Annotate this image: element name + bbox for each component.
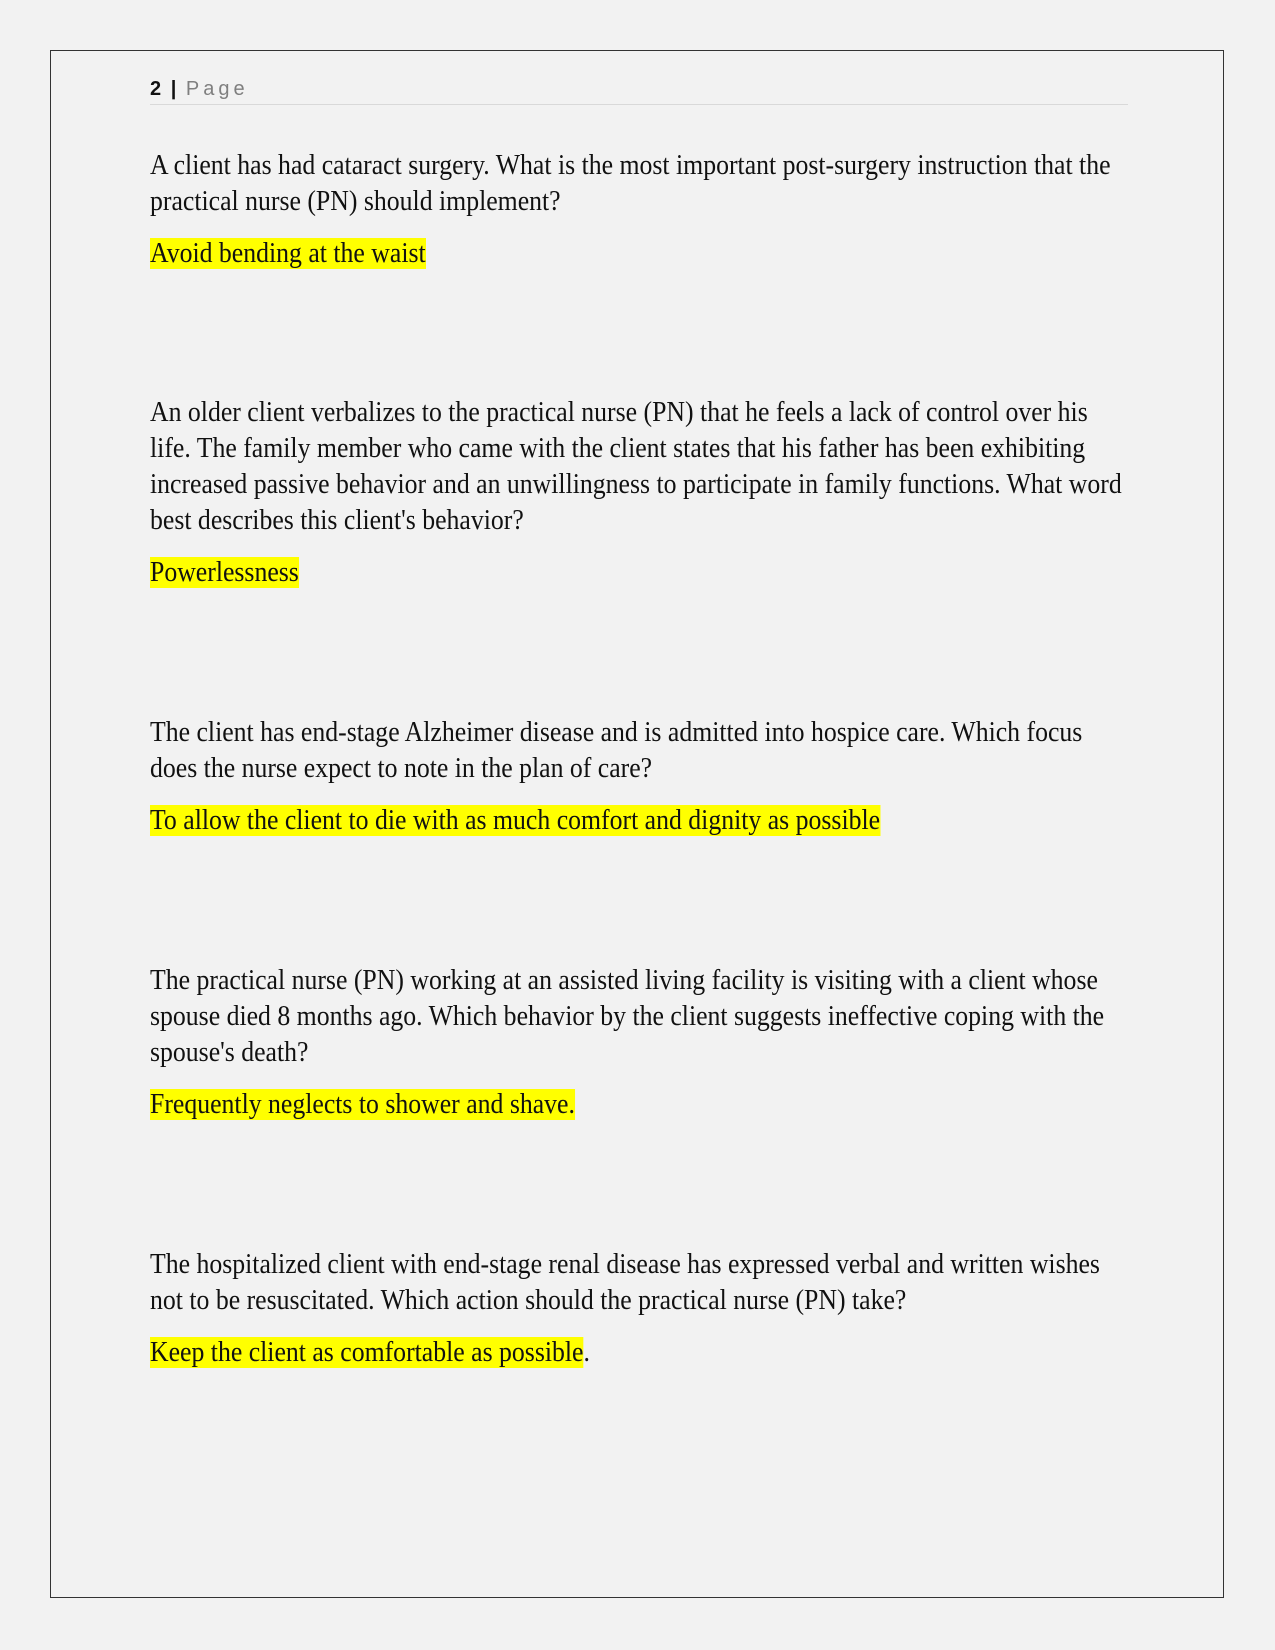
qa-item — [150, 1247, 1128, 1371]
highlighted-answer: Keep the client as comfortable as possible — [150, 1337, 584, 1368]
question-text: A client has had cataract surgery. What is the most important post-surgery instruction that the practical nurse (PN) should implement? — [150, 150, 1111, 217]
page-header — [150, 74, 1128, 105]
qa-item — [150, 963, 1128, 1123]
page-label: Page — [185, 78, 249, 100]
page-number: 2 — [150, 78, 162, 100]
question-text: The client has end-stage Alzheimer disease and is admitted into hospice care. Which focus does the nurse expect to note in the plan of care? — [150, 717, 1083, 784]
qa-item — [150, 148, 1128, 272]
header-separator: | — [170, 78, 177, 100]
answer-line — [150, 803, 1050, 839]
answer-line — [150, 1087, 1050, 1123]
highlighted-answer: To allow the client to die with as much comfort and dignity as possible — [150, 805, 881, 836]
answer-suffix: . — [583, 1337, 590, 1368]
question-text: The hospitalized client with end-stage renal disease has expressed verbal and written wishes not to be resuscitated. Which action should the practical nurse (PN) take? — [150, 1249, 1100, 1316]
qa-item — [150, 395, 1128, 591]
answer-line — [150, 1335, 1050, 1371]
question-text: An older client verbalizes to the practical nurse (PN) that he feels a lack of control over his life. The family member who came with the client states that his father has been exhibiting increased passive behavior and an unwillingness to participate in family functions. What word best describes this client's behavior? — [150, 397, 1122, 536]
question-text: The practical nurse (PN) working at an assisted living facility is visiting with a client whose spouse died 8 months ago. Which behavior by the client suggests ineffective coping with the spouse's death? — [150, 965, 1105, 1068]
answer-line — [150, 236, 1050, 272]
highlighted-answer: Powerlessness — [150, 557, 299, 588]
highlighted-answer: Frequently neglects to shower and shave. — [150, 1089, 575, 1120]
answer-line — [150, 555, 1050, 591]
qa-item — [150, 715, 1128, 839]
highlighted-answer: Avoid bending at the waist — [150, 238, 426, 269]
